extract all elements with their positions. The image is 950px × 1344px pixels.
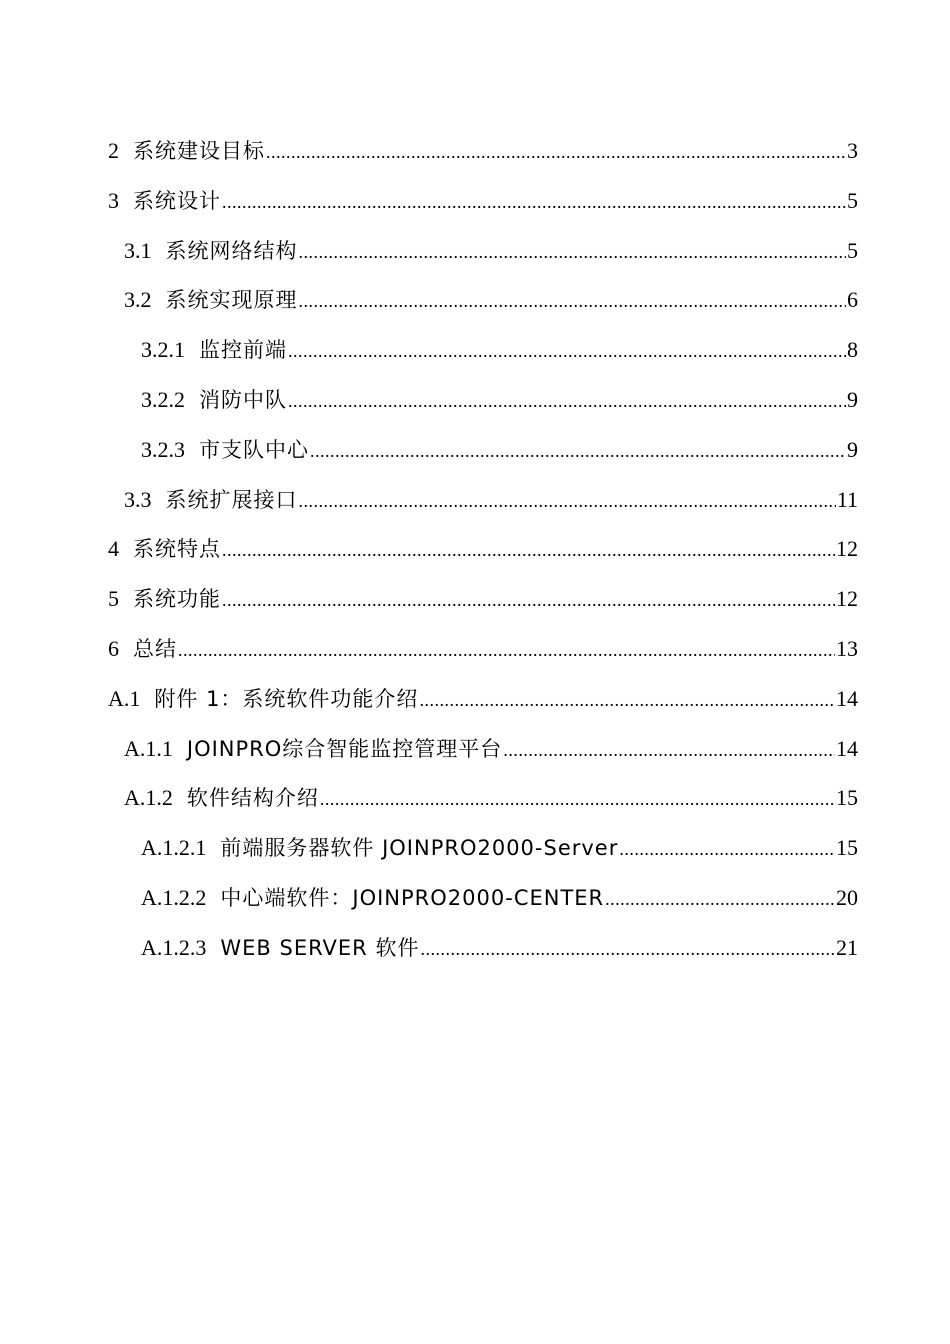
toc-number: 6 (108, 635, 119, 661)
toc-dot-leader (299, 286, 847, 316)
toc-entry[interactable] (0, 425, 950, 475)
toc-dot-leader (222, 535, 835, 565)
toc-title: 系统实现原理 (165, 288, 298, 313)
toc-number: A.1 (108, 685, 141, 711)
toc-title: JOINPRO综合智能监控管理平台 (186, 736, 503, 761)
toc-page-number: 9 (847, 386, 858, 412)
toc-page-number: 15 (836, 835, 858, 861)
toc-number: A.1.1 (124, 735, 173, 761)
toc-dot-leader (310, 436, 846, 466)
toc-title: 系统功能 (133, 587, 221, 612)
toc-title: 中心端软件：JOINPRO2000-CENTER (220, 885, 605, 910)
toc-dot-leader (419, 685, 835, 715)
toc-page-number: 21 (836, 934, 858, 960)
toc-page-number: 5 (847, 187, 858, 213)
toc-number: 2 (108, 138, 119, 163)
toc-number: A.1.2 (124, 785, 173, 811)
toc-dot-leader (420, 934, 835, 964)
toc-title: 系统建设目标 (133, 139, 265, 163)
toc-dot-leader (288, 386, 846, 416)
table-of-contents (0, 126, 950, 973)
toc-number: 3 (108, 187, 119, 213)
toc-page-number: 12 (836, 536, 858, 562)
toc-dot-leader (299, 486, 836, 516)
toc-page-number: 6 (847, 287, 858, 313)
toc-title: WEB SERVER 软件 (220, 935, 420, 960)
toc-title: 前端服务器软件 JOINPRO2000-Server (220, 836, 619, 861)
toc-title: 系统设计 (133, 188, 221, 213)
toc-dot-leader (288, 336, 846, 366)
toc-number: 3.2.3 (141, 436, 185, 462)
toc-number: A.1.2.1 (141, 835, 207, 861)
toc-entry[interactable] (0, 724, 950, 774)
toc-page-number: 11 (836, 486, 858, 512)
toc-dot-leader (320, 784, 835, 814)
toc-entry[interactable] (0, 823, 950, 873)
toc-number: 4 (108, 536, 119, 562)
toc-number: 3.1 (124, 237, 152, 263)
toc-dot-leader (266, 137, 846, 167)
toc-number: 3.2.1 (141, 337, 185, 363)
toc-title: 消防中队 (199, 387, 287, 412)
toc-entry[interactable] (0, 624, 950, 674)
toc-page-number: 14 (836, 735, 858, 761)
toc-title: 系统网络结构 (165, 238, 298, 263)
toc-page-number: 20 (836, 884, 858, 910)
toc-entry[interactable] (0, 574, 950, 624)
toc-number: A.1.2.2 (141, 884, 207, 910)
toc-title: 系统特点 (133, 537, 221, 562)
toc-entry[interactable] (0, 275, 950, 325)
toc-page-number: 3 (847, 138, 858, 163)
toc-dot-leader (299, 237, 847, 267)
toc-number: 3.2 (124, 287, 152, 313)
toc-page-number: 8 (847, 337, 858, 363)
toc-title: 软件结构介绍 (186, 786, 319, 811)
toc-title: 总结 (133, 636, 177, 661)
toc-entry[interactable] (0, 475, 950, 525)
toc-dot-leader (178, 635, 835, 665)
toc-number: 3.2.2 (141, 386, 185, 412)
toc-entry[interactable] (0, 176, 950, 226)
toc-entry[interactable] (0, 923, 950, 973)
toc-title: 系统扩展接口 (165, 487, 298, 512)
toc-entry[interactable] (0, 375, 950, 425)
toc-entry[interactable] (0, 773, 950, 823)
toc-page-number: 12 (836, 586, 858, 612)
toc-title: 附件 1：系统软件功能介绍 (154, 686, 419, 711)
toc-dot-leader (605, 884, 835, 914)
toc-number: A.1.2.3 (141, 934, 207, 960)
toc-number: 3.3 (124, 486, 152, 512)
toc-entry[interactable] (0, 126, 950, 176)
toc-entry[interactable] (0, 674, 950, 724)
toc-entry[interactable] (0, 524, 950, 574)
toc-dot-leader (619, 834, 835, 864)
toc-title: 市支队中心 (199, 437, 309, 462)
toc-page-number: 13 (836, 635, 858, 661)
toc-page-number: 5 (847, 237, 858, 263)
toc-dot-leader (503, 735, 835, 765)
toc-entry[interactable] (0, 325, 950, 375)
toc-title: 监控前端 (199, 338, 287, 363)
toc-number: 5 (108, 586, 119, 612)
toc-dot-leader (222, 585, 835, 615)
toc-dot-leader (222, 187, 846, 217)
toc-page-number: 15 (836, 785, 858, 811)
toc-entry[interactable] (0, 226, 950, 276)
toc-page-number: 14 (836, 685, 858, 711)
toc-page-number: 9 (847, 436, 858, 462)
toc-entry[interactable] (0, 873, 950, 923)
